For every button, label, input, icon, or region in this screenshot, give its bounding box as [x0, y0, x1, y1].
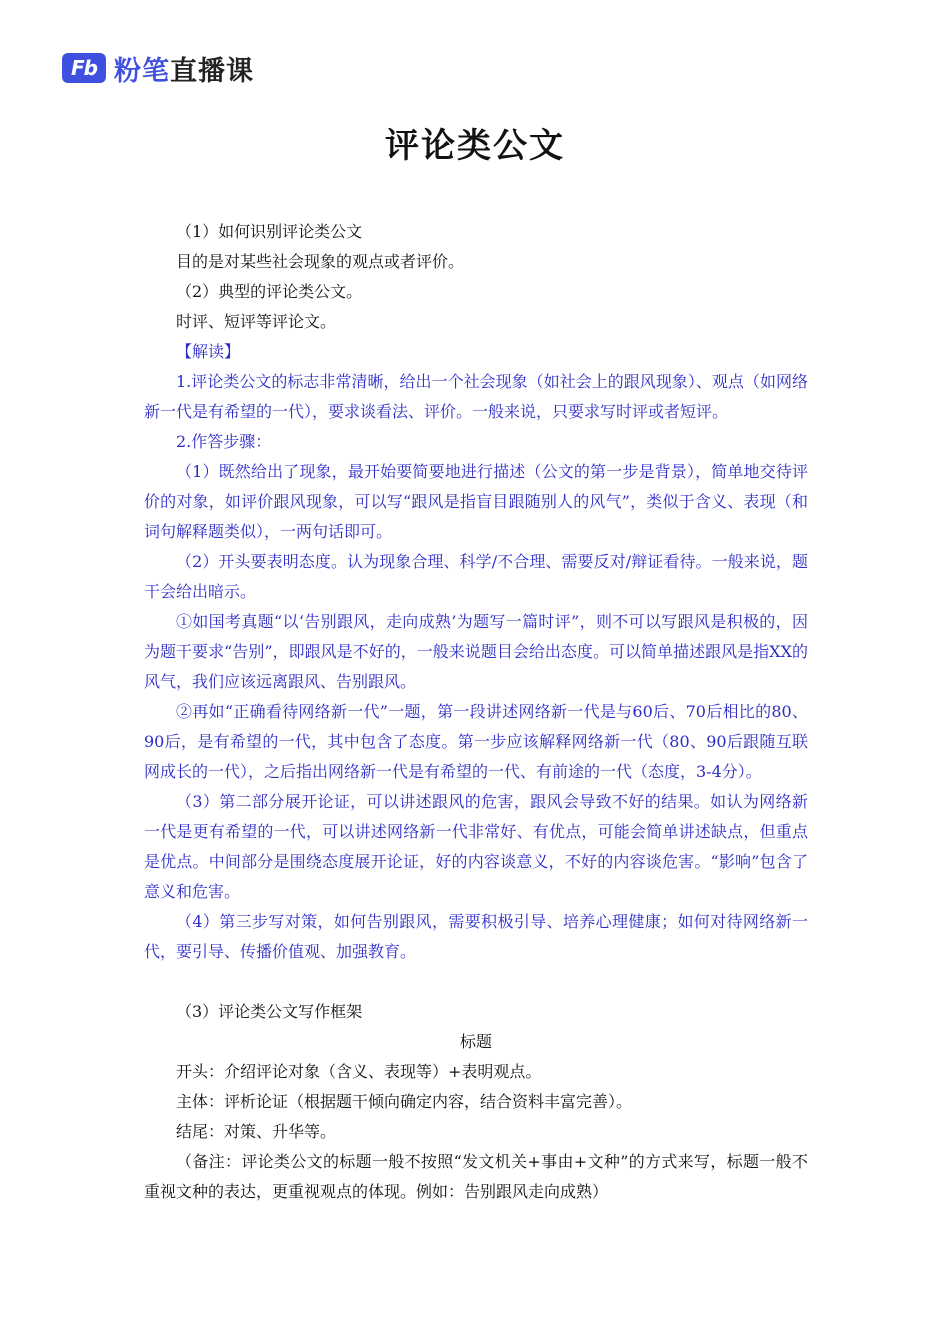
interpretation-paragraph: ①如国考真题“以‘告别跟风，走向成熟’为题写一篇时评”，则不可以写跟风是积极的，因为题干要求“告别”，即跟风是不好的，一般来说题目会给出态度。可以简单描述跟风是指XX的风气，我们应该远离跟风、告别跟风。 — [144, 612, 808, 691]
framework-opening: 开头：介绍评论对象（含义、表现等）+表明观点。 — [176, 1062, 542, 1081]
brand-name-main: 粉笔 — [114, 55, 170, 87]
page-title: 评论类公文 — [385, 126, 565, 166]
framework-note: （备注：评论类公文的标题一般不按照“发文机关+事由+文种”的方式来写，标题一般不重视文种的表达，更重视观点的体现。例如：告别跟风走向成熟） — [144, 1152, 808, 1201]
brand-logo — [62, 50, 254, 86]
interpretation-paragraph: ②再如“正确看待网络新一代”一题，第一段讲述网络新一代是与60后、70后相比的80、90后，是有希望的一代，其中包含了态度。第一步应该解释网络新一代（80、90后跟随互联网成长的一代），之后指出网络新一代是有希望的一代、有前途的一代（态度，3-4分）。 — [144, 702, 808, 781]
brand-name-suffix: 直播课 — [170, 55, 254, 87]
interpretation-paragraph: （3）第二部分展开论证，可以讲述跟风的危害，跟风会导致不好的结果。如认为网络新一代是更有希望的一代，可以讲述网络新一代非常好、有优点，可能会简单讲述缺点，但重点是优点。中间部分是围绕态度展开论证，好的内容谈意义，不好的内容谈危害。“影响”包含了意义和危害。 — [144, 792, 808, 901]
interpretation-paragraph: （2）开头要表明态度。认为现象合理、科学/不合理、需要反对/辩证看待。一般来说，题干会给出暗示。 — [144, 552, 808, 601]
framework-title: 标题 — [459, 1032, 492, 1051]
section1-text: 目的是对某些社会现象的观点或者评价。 — [176, 252, 465, 271]
fenbi-logo-icon: Fb — [62, 53, 106, 83]
framework-body: 主体：评析论证（根据题干倾向确定内容，结合资料丰富完善）。 — [176, 1092, 633, 1111]
interpretation-paragraph: （1）既然给出了现象，最开始要简要地进行描述（公文的第一步是背景），简单地交待评价的对象，如评价跟风现象，可以写“跟风是指盲目跟随别人的风气”，类似于含义、表现（和词句解释题类似），一两句话即可。 — [144, 462, 808, 541]
section2-heading: （2）典型的评论类公文。 — [176, 282, 363, 301]
section1-heading: （1）如何识别评论类公文 — [176, 222, 363, 241]
document-body — [144, 217, 808, 1207]
interpretation-label: 【解读】 — [176, 342, 241, 361]
brand-name — [114, 49, 254, 88]
interpretation-paragraph: 1.评论类公文的标志非常清晰，给出一个社会现象（如社会上的跟风现象）、观点（如网络新一代是有希望的一代），要求谈看法、评价。一般来说，只要求写时评或者短评。 — [144, 372, 808, 421]
section2-text: 时评、短评等评论文。 — [176, 312, 337, 331]
interpretation-paragraph: 2.作答步骤： — [176, 432, 272, 451]
spacer — [144, 967, 808, 997]
framework-ending: 结尾：对策、升华等。 — [176, 1122, 337, 1141]
section3-heading: （3）评论类公文写作框架 — [176, 1002, 363, 1021]
interpretation-paragraph: （4）第三步写对策，如何告别跟风，需要积极引导、培养心理健康；如何对待网络新一代，要引导、传播价值观、加强教育。 — [144, 912, 808, 961]
